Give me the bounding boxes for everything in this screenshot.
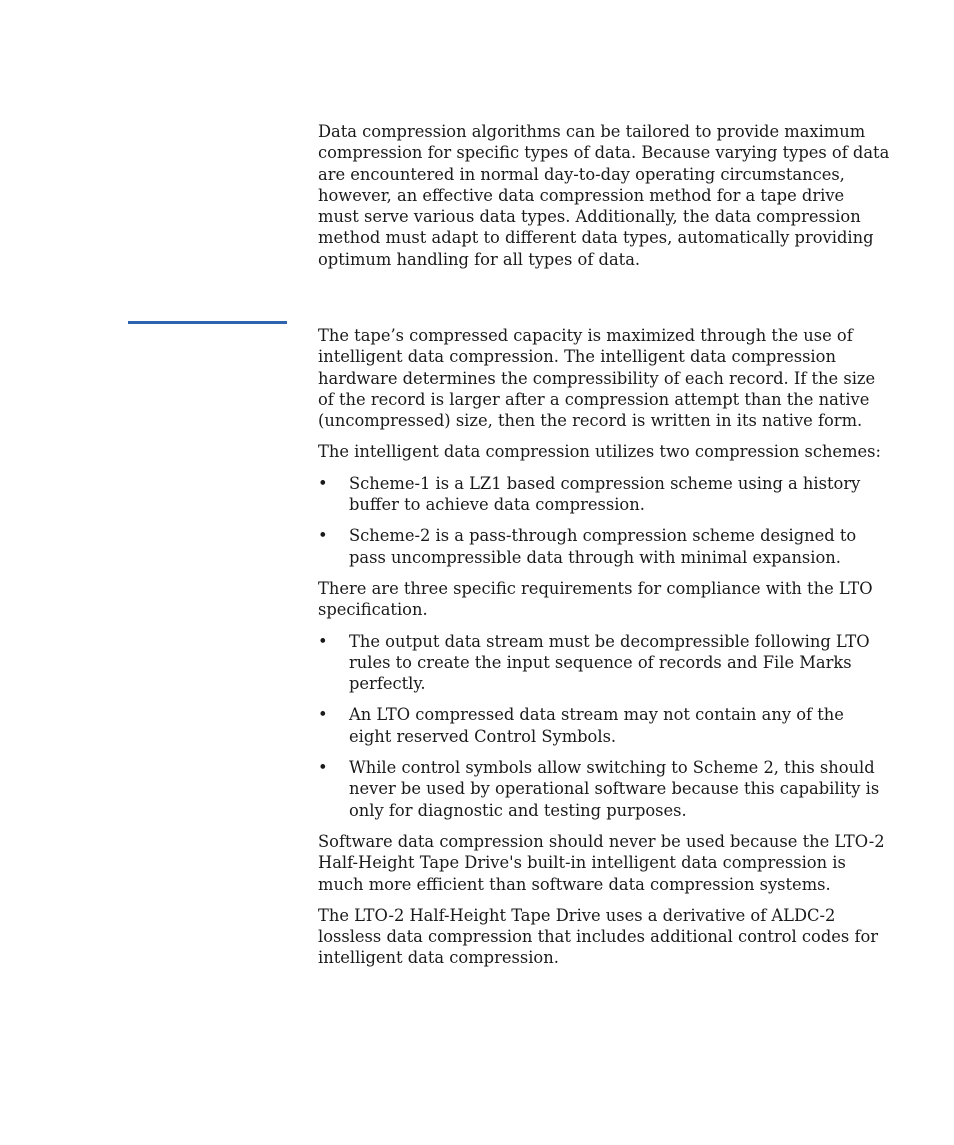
list-item — [318, 525, 890, 568]
section-paragraph-5: The LTO-2 Half-Height Tape Drive uses a derivative of ALDC-2 lossless data compression that includes additional control codes for intelligent data compression. — [318, 905, 879, 968]
list-item — [318, 704, 890, 747]
section-body — [318, 325, 890, 979]
bullet-icon: • — [318, 526, 328, 546]
schemes-list — [318, 473, 890, 568]
list-item — [318, 757, 890, 821]
scheme-1-text: Scheme-1 is a LZ1 based compression scheme using a history buffer to achieve data compression. — [349, 473, 861, 515]
section-paragraph-3: There are three specific requirements for compliance with the LTO specification. — [318, 578, 873, 620]
requirement-2-text: An LTO compressed data stream may not contain any of the eight reserved Control Symbols. — [349, 705, 844, 746]
intro-paragraph: Data compression algorithms can be tailored to provide maximum compression for specific types of data. Because varying types of data are encountered in normal day-to-day operating circumstances, however, an effective data compression method for a tape drive must serve various data types. Additionally, the data compression method must adapt to different data types, automatically providing optimum handling for all types of data. — [318, 122, 890, 269]
requirement-3-text: While control symbols allow switching to Scheme 2, this should never be used by operational software because this capability is only for diagnostic and testing purposes. — [349, 758, 880, 820]
requirements-list — [318, 631, 890, 821]
bullet-icon: • — [318, 473, 328, 493]
list-item — [318, 473, 890, 516]
section-paragraph-4: Software data compression should never be used because the LTO-2 Half-Height Tape Drive's built-in intelligent data compression is much more efficient than software data compression systems. — [318, 831, 885, 894]
bullet-icon: • — [318, 705, 328, 725]
bullet-icon: • — [318, 631, 328, 651]
intro-block — [318, 121, 890, 280]
section-paragraph-1: The tape’s compressed capacity is maximized through the use of intelligent data compression. The intelligent data compression hardware determines the compressibility of each record. If the size of the record is larger after a compression attempt than the native (uncompressed) size, then the record is written in its native form. — [318, 326, 876, 431]
list-item — [318, 631, 890, 695]
bullet-icon: • — [318, 758, 328, 778]
requirement-1-text: The output data stream must be decompressible following LTO rules to create the input sequence of records and File Marks perfectly. — [349, 631, 870, 694]
section-divider-rule — [128, 321, 287, 324]
section-paragraph-2: The intelligent data compression utilizes two compression schemes: — [318, 442, 881, 462]
scheme-2-text: Scheme-2 is a pass-through compression scheme designed to pass uncompressible data through with minimal expansion. — [349, 526, 857, 567]
